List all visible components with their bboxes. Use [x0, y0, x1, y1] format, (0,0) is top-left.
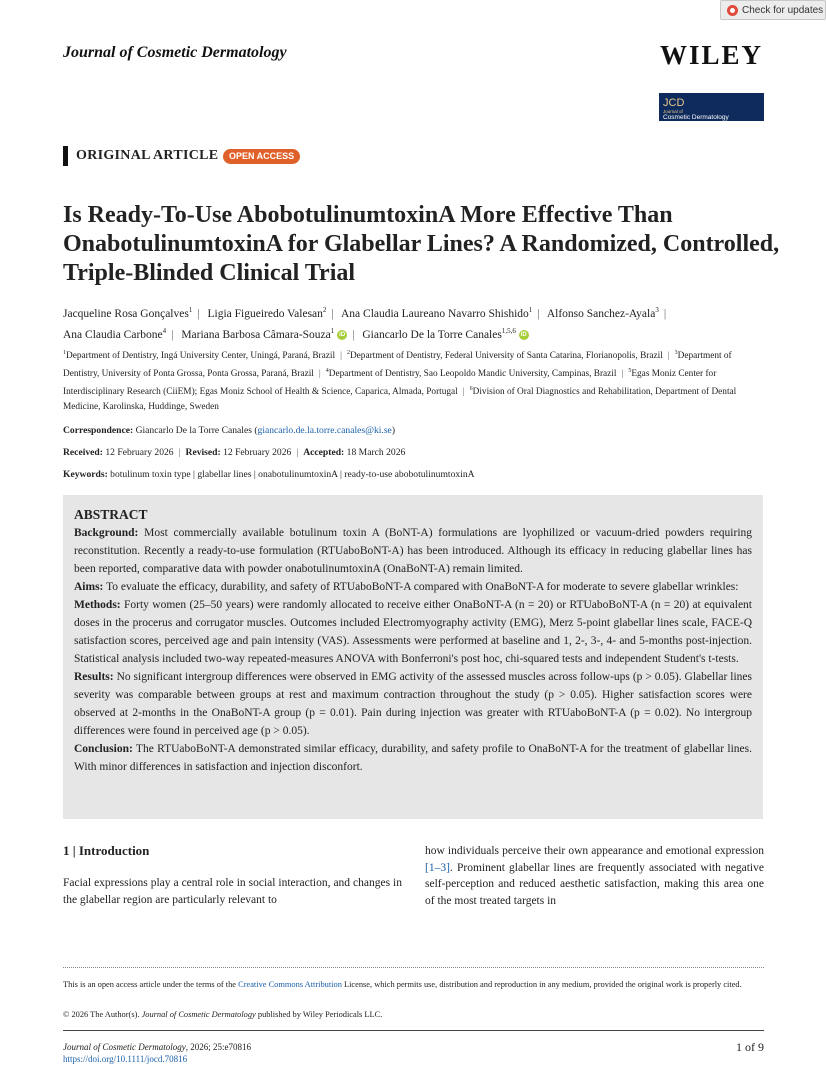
section-heading-introduction: 1 | Introduction [63, 843, 150, 858]
article-title: Is Ready-To-Use AbobotulinumtoxinA More Effective Than OnabotulinumtoxinA for Glabellar Lines? A Randomized, Controlled, Triple-Blinded Clinical Trial [63, 202, 780, 286]
license-text-after: License, which permits use, distribution and reproduction in any medium, provided the original work is properly cited. [341, 980, 742, 989]
methods-text: Forty women (25–50 years) were randomly allocated to receive either OnaBoNT-A (n = 20) or RTUaboBoNT-A (n = 20) at equivalent doses in the procerus and corrugator muscles. Outcomes included Electromyography activity (EMG), Merz 5-point glabellar lines scale, FACE-Q satisfaction scores, perceived age and pain intensity (VAS). Assessments were performed at baseline and 1, 2-, 3-, 4- and 5-months post-injection. Statistical analysis included two-way repeated-measures ANOVA with Bonferroni's post hoc, chi-squared tests and independent Student's t-tests. [74, 599, 753, 665]
doi-link[interactable]: https://doi.org/10.1111/jocd.70816 [63, 1054, 188, 1064]
journal-logo-name: Cosmetic Dermatology [663, 113, 729, 121]
date-separator: | [178, 447, 181, 458]
keywords-text: botulinum toxin type | glabellar lines | onabotulinumtoxinA | ready-to-use abobotulinumtoxinA [110, 469, 475, 480]
citation-footer [63, 1041, 251, 1065]
journal-title: Journal of Cosmetic Dermatology [63, 44, 287, 61]
author-separator: | [537, 307, 540, 320]
accepted-date: 18 March 2026 [346, 447, 406, 458]
affiliation-text: Department of Dentistry, Ingá University Center, Uningá, Paraná, Brazil [66, 351, 336, 362]
affiliation-text: Department of Dentistry, University of Ponta Grossa, Ponta Grossa, Paraná, Brazil [63, 351, 732, 380]
article-dates [63, 446, 405, 460]
author-name[interactable]: Ligia Figueiredo Valesan [207, 307, 323, 320]
revised-label: Revised: [185, 447, 221, 458]
affiliation-sup: 4 [325, 368, 329, 375]
author-affiliation-sup: 2 [322, 306, 327, 314]
accepted-label: Accepted: [303, 447, 345, 458]
author-separator: | [171, 328, 174, 341]
copyright-after: published by Wiley Periodicals LLC. [255, 1010, 383, 1019]
abstract-heading: ABSTRACT [74, 507, 148, 522]
intro-left-column: Facial expressions play a central role in social interaction, and changes in the glabellar region are particularly relevant to [63, 877, 402, 906]
journal-logo-small: Journal of [663, 109, 683, 114]
author-separator: | [663, 307, 667, 320]
page-number: 1 of 9 [736, 1040, 764, 1054]
affiliation-sup: 1 [63, 350, 66, 356]
journal-logo [659, 93, 764, 121]
orcid-icon[interactable]: iD [339, 332, 346, 339]
affiliation-sup: 5 [628, 368, 632, 375]
author-name[interactable]: Jacqueline Rosa Gonçalves [63, 307, 189, 320]
intro-right-text-b: . Prominent glabellar lines are frequently associated with negative self-perception and reduced aesthetic satisfaction, making this area one of the most treated targets in [425, 861, 764, 907]
methods-label: Methods: [74, 599, 121, 611]
affiliation-sup: 3 [674, 350, 678, 356]
intro-right-column [425, 843, 764, 909]
intro-right-text-a: how individuals perceive their own appearance and emotional expression [425, 845, 764, 857]
author-affiliation-sup: 1 [528, 306, 533, 314]
affiliation-text: Division of Oral Diagnostics and Rehabilitation, Department of Dental Medicine, Karolinska, Huddinge, Sweden [63, 387, 737, 413]
received-date: 12 February 2026 [105, 447, 174, 458]
aims-label: Aims: [74, 581, 104, 593]
citation-journal: Journal of Cosmetic Dermatology [63, 1042, 186, 1052]
article-type: ORIGINAL ARTICLE [76, 148, 219, 163]
affiliation-sup: 6 [469, 386, 473, 393]
results-label: Results: [74, 671, 114, 683]
affiliation-separator: | [667, 351, 670, 362]
received-label: Received: [63, 447, 103, 458]
author-affiliation-sup: 3 [655, 306, 659, 314]
copyright [63, 1010, 382, 1019]
journal-logo-abbr: JCD [663, 97, 685, 109]
author-separator: | [352, 328, 355, 341]
affiliation-text: Department of Dentistry, Sao Leopoldo Mandic University, Campinas, Brazil [328, 369, 617, 380]
author-name[interactable]: Alfonso Sanchez-Ayala [546, 307, 656, 320]
affiliations [63, 346, 763, 415]
keywords-label: Keywords: [63, 469, 108, 480]
reference-link[interactable]: [1–3] [425, 861, 450, 874]
abstract-methods [74, 596, 752, 668]
check-for-updates-button[interactable] [720, 0, 826, 20]
copyright-journal: Journal of Cosmetic Dermatology [141, 1010, 256, 1019]
correspondence-email-link[interactable]: giancarlo.de.la.torre.canales@ki.se [257, 425, 392, 436]
author-affiliation-sup: 4 [162, 326, 167, 335]
background-text: Most commercially available botulinum toxin A (BoNT-A) formulations are lyophilized or vacuum-dried powders requiring reconstitution. Recently a ready-to-use formulation (RTUaboBoNT-A) has been introduced. Although its efficacy in reducing glabellar lines has been reported, comparative data with powder onabotulinumtoxinA (OnaBoNT-A) remain limited. [74, 527, 753, 575]
author-name[interactable]: Ana Claudia Carbone [63, 328, 163, 341]
revised-date: 12 February 2026 [223, 447, 292, 458]
background-label: Background: [74, 527, 139, 539]
affiliation-separator: | [621, 369, 624, 380]
license-notice [63, 978, 764, 992]
keywords [63, 468, 475, 482]
check-updates-icon [727, 5, 738, 16]
author-separator: | [331, 307, 334, 320]
date-separator: | [296, 447, 299, 458]
author-name[interactable]: Mariana Barbosa Câmara-Souza [181, 328, 331, 341]
check-updates-label: Check for updates [742, 4, 824, 16]
affiliation-separator: | [340, 351, 342, 362]
abstract-aims [74, 578, 752, 596]
correspondence-label: Correspondence: [63, 425, 134, 436]
author-affiliation-sup: 1 [188, 306, 193, 314]
conclusion-label: Conclusion: [74, 743, 133, 755]
correspondence-name: Giancarlo De la Torre Canales [135, 425, 252, 436]
citation-details: , 2026; 25:e70816 [185, 1042, 251, 1052]
author-affiliation-sup: 1 [330, 326, 335, 335]
footer-divider [63, 967, 764, 968]
author-name[interactable]: Giancarlo De la Torre Canales [362, 328, 502, 341]
affiliation-text: Egas Moniz Center for Interdisciplinary Research (CiiEM); Egas Moniz School of Health & Science, Caparica, Almada, Portugal [63, 369, 717, 398]
abstract-conclusion [74, 740, 752, 776]
author-list [63, 302, 768, 344]
publisher-logo: WILEY [660, 40, 764, 70]
footer-rule [63, 1030, 764, 1031]
affiliation-separator: | [462, 387, 465, 398]
license-text-before: This is an open access article under the terms of the [63, 980, 239, 989]
aims-text: To evaluate the efficacy, durability, and safety of RTUaboBoNT-A compared with OnaBoNT-A for moderate to severe glabellar wrinkles: [106, 581, 739, 593]
conclusion-text: The RTUaboBoNT-A demonstrated similar efficacy, durability, and safety profile to OnaBoNT-A for the treatment of glabellar lines. With minor differences in satisfaction and injection disconfort. [74, 743, 753, 773]
abstract-box [63, 495, 763, 819]
author-affiliation-sup: 1,5,6 [501, 326, 516, 335]
license-link[interactable]: Creative Commons Attribution [238, 980, 342, 989]
affiliation-text: Department of Dentistry, Federal University of Santa Catarina, Florianopolis, Brazil [349, 351, 663, 362]
correspondence: Correspondence: Giancarlo De la Torre Canales (giancarlo.de.la.torre.canales@ki.se) [63, 425, 396, 436]
orcid-icon[interactable]: iD [520, 332, 527, 339]
abstract-results [74, 668, 752, 740]
affiliation-sup: 2 [346, 350, 350, 356]
affiliation-separator: | [318, 369, 321, 380]
abstract-background [74, 524, 752, 578]
author-separator: | [197, 307, 200, 320]
author-name[interactable]: Ana Claudia Laureano Navarro Shishido [340, 307, 529, 320]
article-type-marker [63, 146, 68, 166]
open-access-badge: OPEN ACCESS [223, 149, 300, 164]
copyright-before: © 2026 The Author(s). [63, 1010, 142, 1019]
results-text: No significant intergroup differences were observed in EMG activity of the assessed muscles across follow-ups (p > 0.05). Glabellar lines severity was comparable between groups at rest and maximum contraction throughout the study (p > 0.05). Higher satisfaction scores were observed at 2-months in the OnaBoNT-A group (p = 0.01). Pain during injection was greater with RTUaboBoNT-A (p = 0.02). No intergroup differences were found in perceived age (p > 0.05). [74, 671, 752, 737]
